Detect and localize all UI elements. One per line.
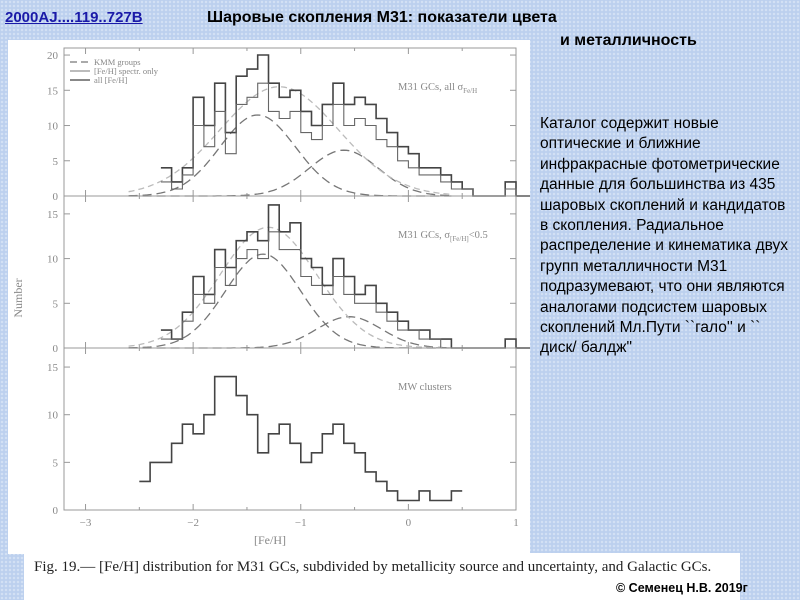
y-axis-label: Number bbox=[11, 278, 25, 318]
legend-entry: KMM groups bbox=[94, 57, 141, 67]
legend-entry: all [Fe/H] bbox=[94, 75, 128, 85]
y-tick-label: 20 bbox=[47, 50, 58, 63]
histogram-figure bbox=[8, 40, 530, 554]
y-tick-label: 5 bbox=[52, 457, 58, 470]
panel-label: M31 GCs, $\sigma_{[Fe/H]}<0.5$ bbox=[398, 230, 488, 243]
slide-title: Шаровые скопления M31: показатели цвета bbox=[207, 9, 557, 26]
y-tick-label: 10 bbox=[47, 120, 58, 133]
y-tick-label: 5 bbox=[52, 155, 58, 168]
panel-frame bbox=[64, 196, 516, 348]
x-tick-label: −2 bbox=[187, 517, 200, 529]
x-tick-label: −1 bbox=[294, 517, 307, 529]
histogram-series bbox=[139, 377, 462, 501]
copyright-text: © Семенец Н.В. 2019г bbox=[616, 581, 748, 595]
y-tick-label: 15 bbox=[47, 85, 58, 98]
histogram-series bbox=[161, 205, 530, 348]
y-tick-label: 0 bbox=[52, 191, 58, 203]
y-tick-label: 15 bbox=[47, 362, 58, 375]
panel-label: M31 GCs, all $\sigma_{Fe/H}$ bbox=[398, 82, 478, 95]
figure-panel bbox=[8, 40, 530, 554]
slide-title-continuation: и металличность bbox=[560, 32, 697, 49]
gaussian-fit-curve bbox=[129, 115, 452, 196]
panel-label: MW clusters bbox=[398, 382, 452, 393]
x-tick-label: −3 bbox=[79, 517, 92, 529]
y-tick-label: 0 bbox=[52, 505, 58, 517]
x-tick-label: 0 bbox=[405, 517, 412, 529]
y-tick-label: 0 bbox=[52, 343, 58, 355]
y-tick-label: 10 bbox=[47, 409, 58, 422]
histogram-series bbox=[161, 83, 530, 196]
figure-caption: Fig. 19.— [Fe/H] distribution for M31 GCs, subdivided by metallicity source and uncertainty, and Galactic GCs. bbox=[34, 559, 712, 575]
gaussian-fit-curve bbox=[129, 254, 452, 348]
bibcode-link[interactable]: 2000AJ....119..727B bbox=[5, 9, 143, 26]
y-tick-label: 5 bbox=[52, 298, 58, 311]
y-tick-label: 10 bbox=[47, 253, 58, 266]
y-tick-label: 15 bbox=[47, 208, 58, 221]
legend-entry: [Fe/H] spectr. only bbox=[94, 66, 158, 76]
description-text: Каталог содержит новые оптические и ближние инфракрасные фотометрические данные для большинства из 435 шаровых скоплений и кандидатов в скопления. Радиальное распределение и кинематика двух групп металличности M31 подразумевают, что они являются аналогами подсистем шаровых скоплений Мл.Пути ``гало'' и `` диск/ балдж" bbox=[540, 115, 789, 357]
x-axis-label: [Fe/H] bbox=[254, 533, 286, 547]
x-tick-label: 1 bbox=[513, 517, 519, 529]
